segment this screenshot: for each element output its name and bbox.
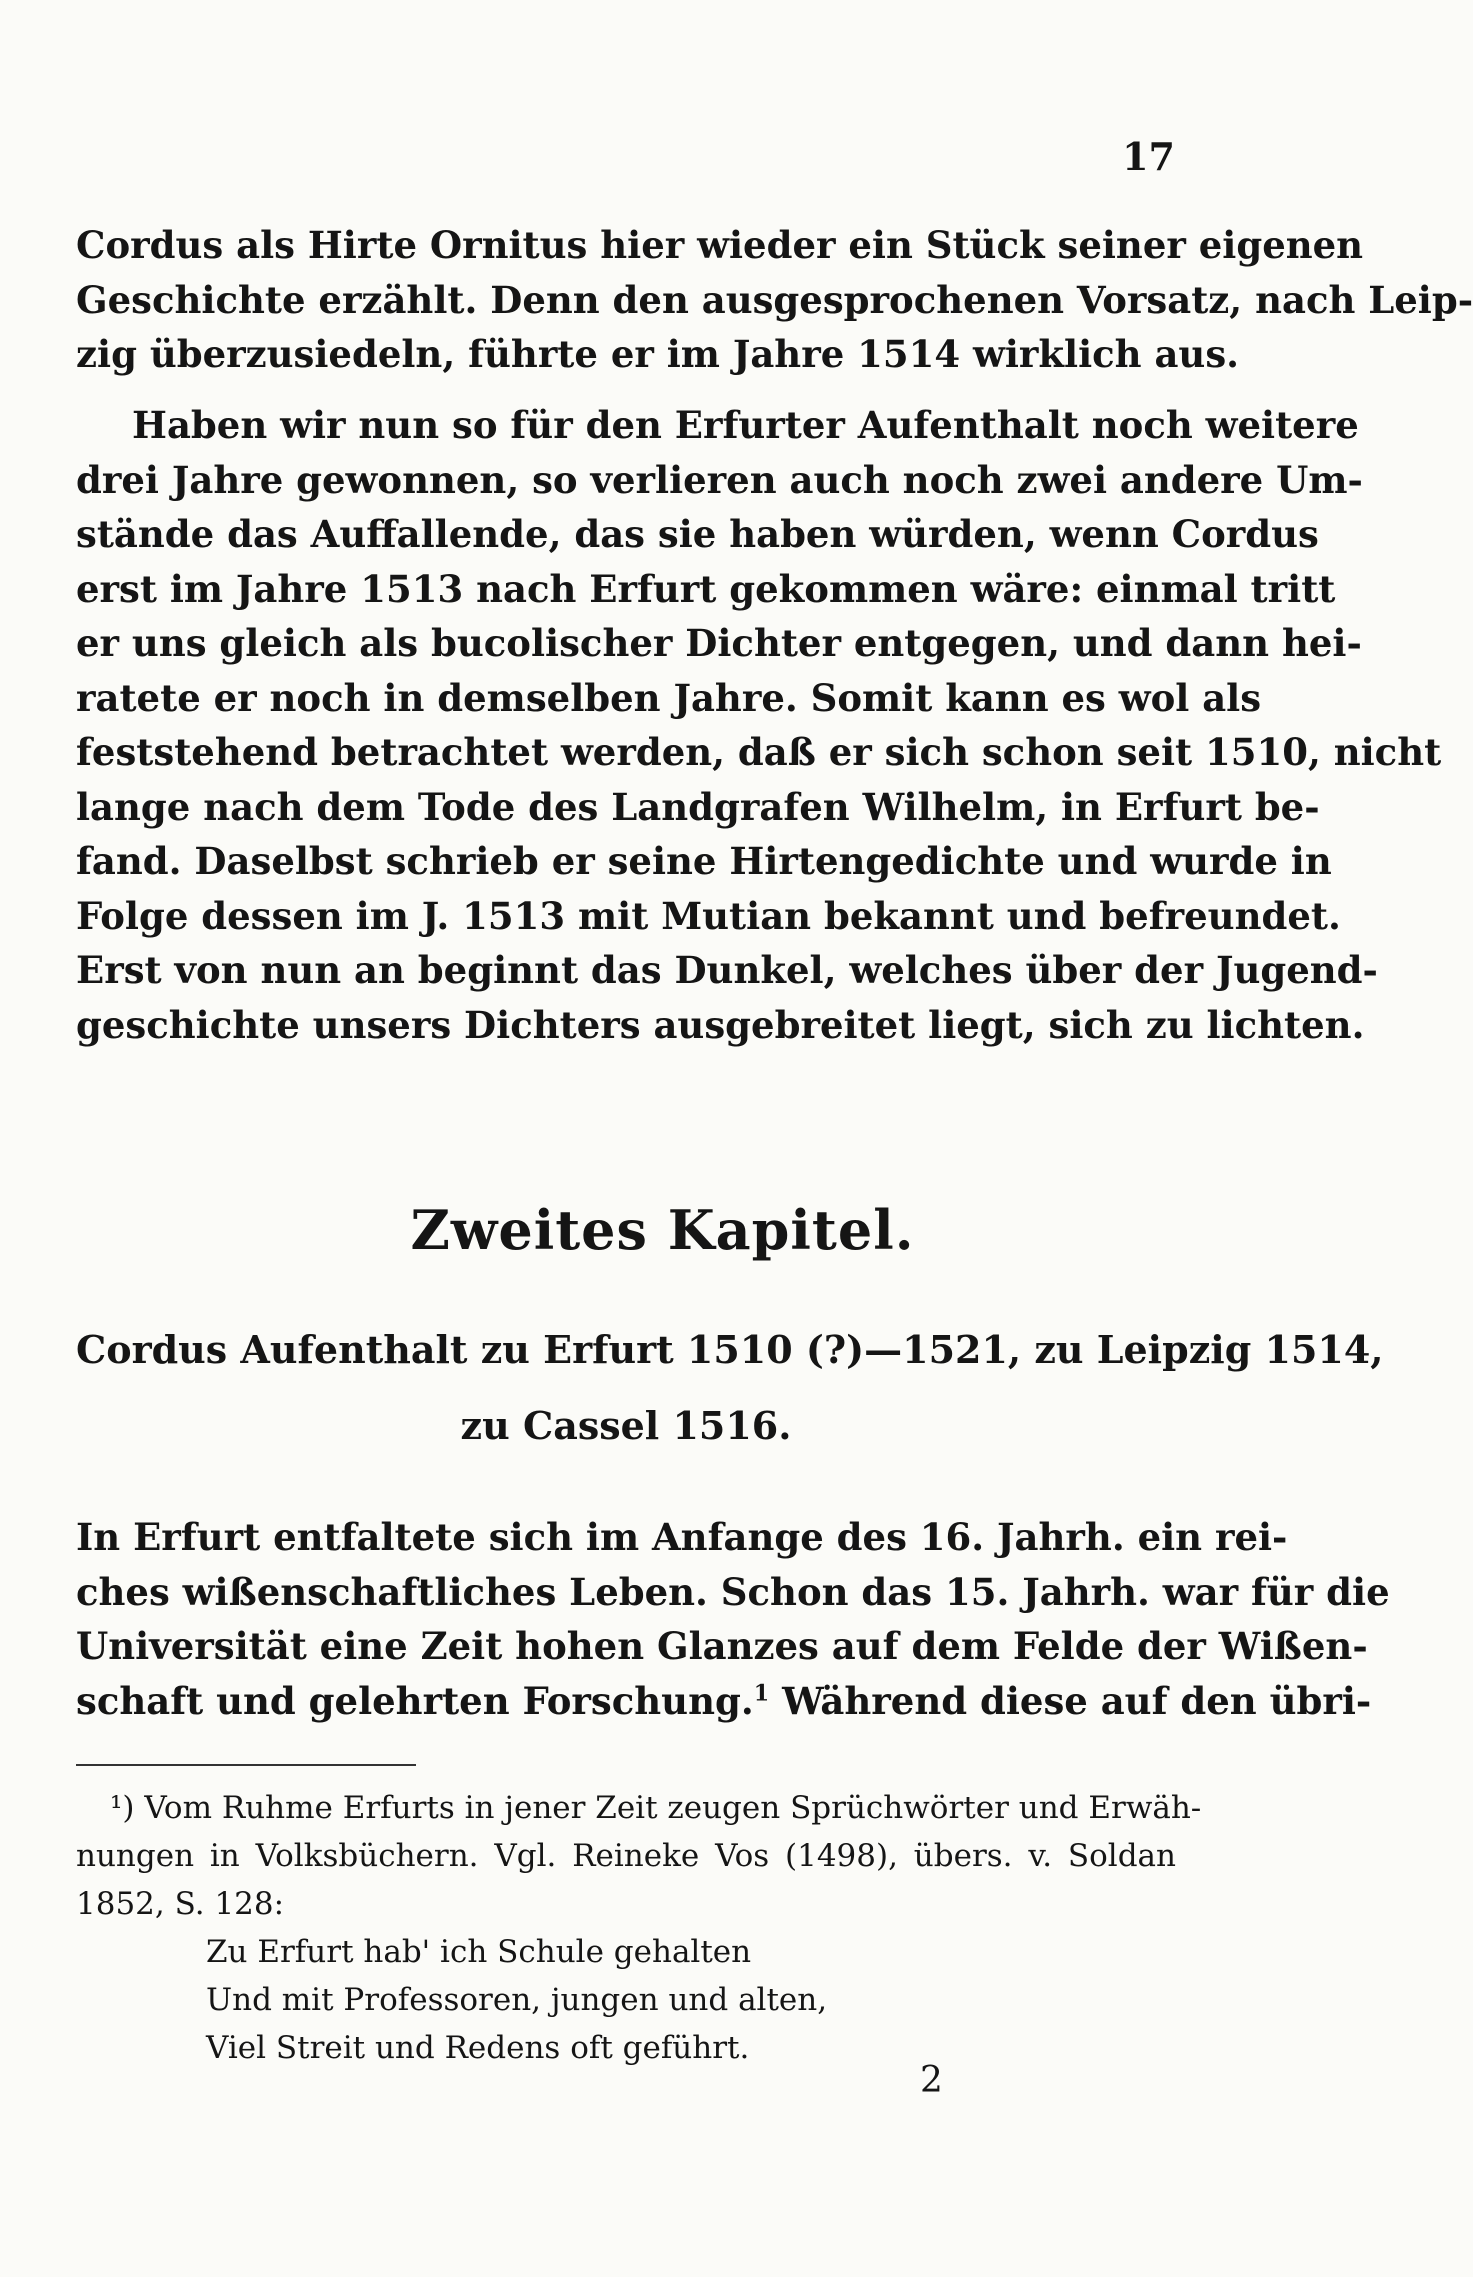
paragraph bbox=[76, 1510, 1390, 1728]
verse-line: Viel Streit und Redens oft geführt. bbox=[206, 2030, 750, 2066]
chapter-title: Zweites Kapitel. bbox=[410, 1198, 915, 1262]
text-line: drei Jahre gewonnen, so verlieren auch noch zwei andere Um- bbox=[76, 457, 1363, 502]
footnote-line: ¹) Vom Ruhme Erfurts in jener Zeit zeugen Sprüchwörter und Erwäh- bbox=[110, 1790, 1202, 1826]
text-line: fand. Daselbst schrieb er seine Hirtengedichte und wurde in bbox=[76, 839, 1332, 883]
footnote-line: 1852, S. 128: bbox=[76, 1886, 285, 1922]
text-line: ratete er noch in demselben Jahre. Somit kann es wol als bbox=[76, 675, 1262, 720]
paragraph-continuation bbox=[76, 218, 1473, 382]
chapter-subtitle-line: zu Cassel 1516. bbox=[460, 1403, 792, 1448]
text-line: Haben wir nun so für den Erfurter Aufenthalt noch weitere bbox=[132, 403, 1359, 447]
text-line: stände das Auffallende, das sie haben würden, wenn Cordus bbox=[76, 512, 1319, 556]
text-line: Cordus als Hirte Ornitus hier wieder ein Stück seiner eigenen bbox=[76, 223, 1364, 267]
text-line: zig überzusiedeln, führte er im Jahre 1514 wirklich aus. bbox=[76, 332, 1240, 376]
footnote-divider bbox=[76, 1764, 416, 1766]
footnote bbox=[76, 1784, 1202, 2072]
footnote-verse bbox=[76, 1928, 1176, 2072]
text-line: Erst von nun an beginnt das Dunkel, welches über der Jugend- bbox=[76, 948, 1378, 992]
chapter-subtitle bbox=[76, 1312, 1384, 1464]
text-line: Geschichte erzählt. Denn den ausgesprochenen Vorsatz, nach Leip- bbox=[76, 277, 1473, 322]
text-line: feststehend betrachtet werden, daß er sich schon seit 1510, nicht bbox=[76, 730, 1442, 774]
verse-line: Zu Erfurt hab' ich Schule gehalten bbox=[206, 1934, 752, 1970]
page-number: 17 bbox=[1122, 134, 1175, 179]
text-segment: schaft und gelehrten Forschung. bbox=[76, 1678, 754, 1723]
text-line: ches wißenschaftliches Leben. Schon das 15. Jahrh. war für die bbox=[76, 1569, 1390, 1614]
text-line: er uns gleich als bucolischer Dichter entgegen, und dann hei- bbox=[76, 621, 1362, 665]
signature-mark: 2 bbox=[920, 2060, 943, 2101]
verse-line: Und mit Professoren, jungen und alten, bbox=[206, 1982, 828, 2018]
text-line: lange nach dem Tode des Landgrafen Wilhelm, in Erfurt be- bbox=[76, 784, 1320, 829]
text-line: In Erfurt entfaltete sich im Anfange des 16. Jahrh. ein rei- bbox=[76, 1515, 1288, 1559]
text-line: geschichte unsers Dichters ausgebreitet liegt, sich zu lichten. bbox=[76, 1002, 1365, 1047]
text-line: erst im Jahre 1513 nach Erfurt gekommen wäre: einmal tritt bbox=[76, 566, 1336, 611]
text-line: Folge dessen im J. 1513 mit Mutian bekannt und befreundet. bbox=[76, 893, 1341, 938]
footnote-line: nungen in Volksbüchern. Vgl. Reineke Vos (1498), übers. v. Soldan bbox=[76, 1838, 1176, 1874]
text-line: Universität eine Zeit hohen Glanzes auf dem Felde der Wißen- bbox=[76, 1624, 1368, 1668]
text-line bbox=[76, 1674, 1372, 1729]
text-segment: Während diese auf den übri- bbox=[782, 1678, 1372, 1723]
paragraph bbox=[76, 398, 1442, 1052]
chapter-subtitle-line: Cordus Aufenthalt zu Erfurt 1510 (?)—1521, zu Leipzig 1514, bbox=[76, 1327, 1384, 1372]
footnote-reference: 1 bbox=[753, 1680, 770, 1707]
